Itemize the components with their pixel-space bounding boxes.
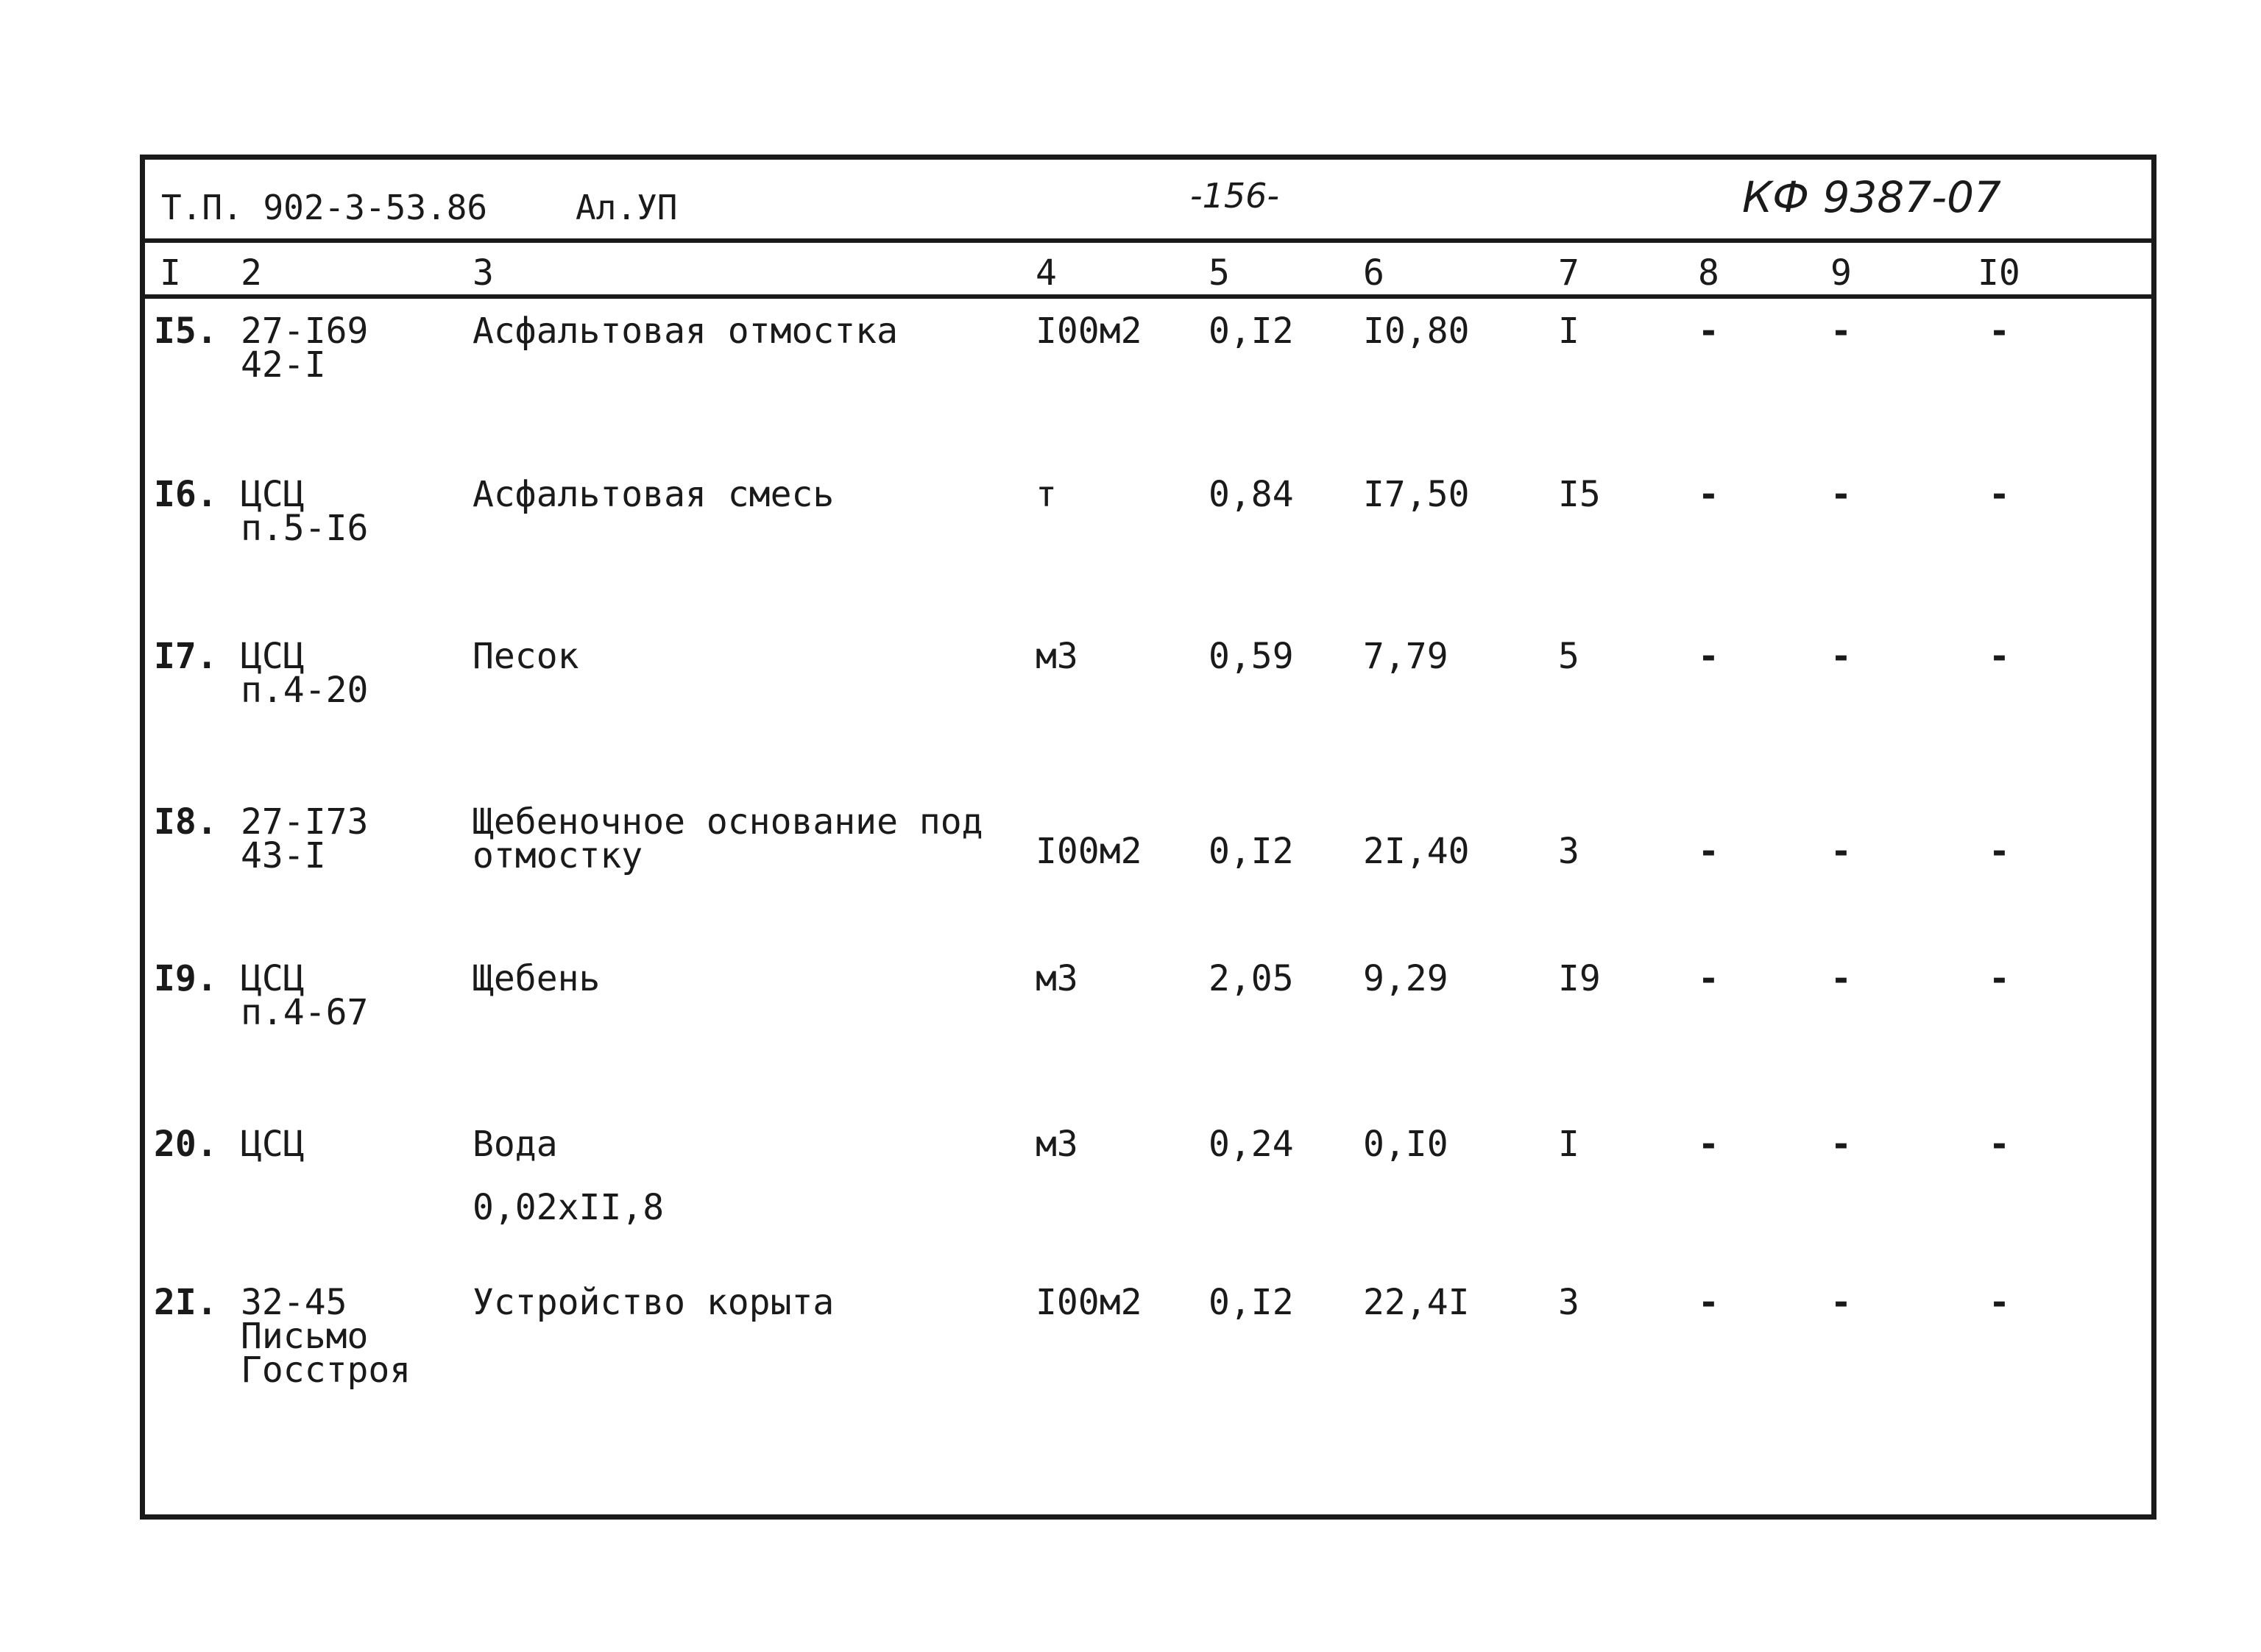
row-number: I6.	[154, 474, 218, 515]
unit: м3	[1036, 1124, 1078, 1165]
column-header: 8	[1698, 252, 1719, 294]
column-header: 4	[1036, 252, 1057, 294]
price: I0,80	[1363, 311, 1470, 352]
quantity: 0,I2	[1209, 311, 1294, 352]
row-number: 20.	[154, 1124, 218, 1165]
column-7-value: I	[1558, 311, 1579, 352]
norm-code: 27-I69	[241, 311, 369, 352]
row-number: I7.	[154, 636, 218, 677]
dash-value: -	[1989, 1282, 2010, 1323]
quantity: 0,59	[1209, 636, 1294, 677]
dash-value: -	[1698, 474, 1719, 515]
dash-value: -	[1830, 831, 1852, 872]
unit: I00м2	[1036, 831, 1142, 872]
unit: I00м2	[1036, 1282, 1142, 1323]
dash-value: -	[1830, 474, 1852, 515]
dash-value: -	[1698, 636, 1719, 677]
dash-value: -	[1698, 311, 1719, 352]
column-header: 3	[473, 252, 494, 294]
norm-code: Госстроя	[241, 1350, 411, 1391]
price: I7,50	[1363, 474, 1470, 515]
dash-value: -	[1830, 636, 1852, 677]
album-label: Ал.УП	[576, 188, 678, 227]
column-header: I0	[1978, 252, 2020, 294]
quantity: 2,05	[1209, 958, 1294, 999]
norm-code: 43-I	[241, 835, 326, 876]
column-7-value: 5	[1558, 636, 1579, 677]
column-7-value: I5	[1558, 474, 1601, 515]
dash-value: -	[1830, 1282, 1852, 1323]
norm-code: п.4-20	[241, 670, 369, 711]
work-name: Асфальтовая смесь	[473, 474, 835, 515]
column-header: 2	[241, 252, 262, 294]
dash-value: -	[1830, 1124, 1852, 1165]
dash-value: -	[1698, 1282, 1719, 1323]
norm-code: ЦСЦ	[241, 958, 305, 999]
row-number: 2I.	[154, 1282, 218, 1323]
dash-value: -	[1830, 311, 1852, 352]
row-number: I5.	[154, 311, 218, 352]
quantity: 0,I2	[1209, 831, 1294, 872]
dash-value: -	[1989, 636, 2010, 677]
norm-code: п.5-I6	[241, 508, 369, 549]
work-name: Щебеночное основание под	[473, 801, 983, 843]
column-header: 6	[1363, 252, 1384, 294]
column-7-value: I	[1558, 1124, 1579, 1165]
column-header: 5	[1209, 252, 1230, 294]
dash-value: -	[1698, 958, 1719, 999]
quantity: 0,84	[1209, 474, 1294, 515]
norm-code: п.4-67	[241, 992, 369, 1033]
work-name: Щебень	[473, 958, 601, 999]
work-name: Устройство корыта	[473, 1282, 835, 1323]
work-name: Асфальтовая отмостка	[473, 311, 898, 352]
price: 0,I0	[1363, 1124, 1448, 1165]
column-7-value: I9	[1558, 958, 1601, 999]
norm-code: ЦСЦ	[241, 1124, 305, 1165]
norm-code: Письмо	[241, 1316, 369, 1357]
unit: I00м2	[1036, 311, 1142, 352]
norm-code: ЦСЦ	[241, 474, 305, 515]
dash-value: -	[1830, 958, 1852, 999]
price: 2I,40	[1363, 831, 1470, 872]
archive-code: КФ 9387-07	[1742, 172, 2001, 222]
row-number: I9.	[154, 958, 218, 999]
header-rule	[145, 238, 2151, 243]
dash-value: -	[1989, 958, 2010, 999]
norm-code: ЦСЦ	[241, 636, 305, 677]
norm-code: 32-45	[241, 1282, 347, 1323]
dash-value: -	[1989, 831, 2010, 872]
dash-value: -	[1989, 311, 2010, 352]
work-name: Песок	[473, 636, 579, 677]
price: 7,79	[1363, 636, 1448, 677]
price: 22,4I	[1363, 1282, 1470, 1323]
quantity: 0,I2	[1209, 1282, 1294, 1323]
column-7-value: 3	[1558, 1282, 1579, 1323]
page-number: -156-	[1190, 176, 1279, 216]
column-header-rule	[145, 294, 2151, 299]
dash-value: -	[1698, 831, 1719, 872]
norm-code: 42-I	[241, 344, 326, 386]
document-sheet	[140, 155, 2156, 1520]
dash-value: -	[1989, 1124, 2010, 1165]
work-name: отмостку	[473, 835, 643, 876]
row-number: I8.	[154, 801, 218, 843]
work-name: Вода	[473, 1124, 558, 1165]
dash-value: -	[1698, 1124, 1719, 1165]
column-header: I	[160, 252, 181, 294]
quantity: 0,24	[1209, 1124, 1294, 1165]
norm-code: 27-I73	[241, 801, 369, 843]
column-header: 7	[1558, 252, 1579, 294]
column-7-value: 3	[1558, 831, 1579, 872]
unit: т	[1036, 474, 1057, 515]
unit: м3	[1036, 958, 1078, 999]
doc-code: Т.П. 902-3-53.86	[161, 188, 488, 227]
unit: м3	[1036, 636, 1078, 677]
column-header: 9	[1830, 252, 1852, 294]
price: 9,29	[1363, 958, 1448, 999]
work-name: 0,02хII,8	[473, 1187, 665, 1228]
dash-value: -	[1989, 474, 2010, 515]
